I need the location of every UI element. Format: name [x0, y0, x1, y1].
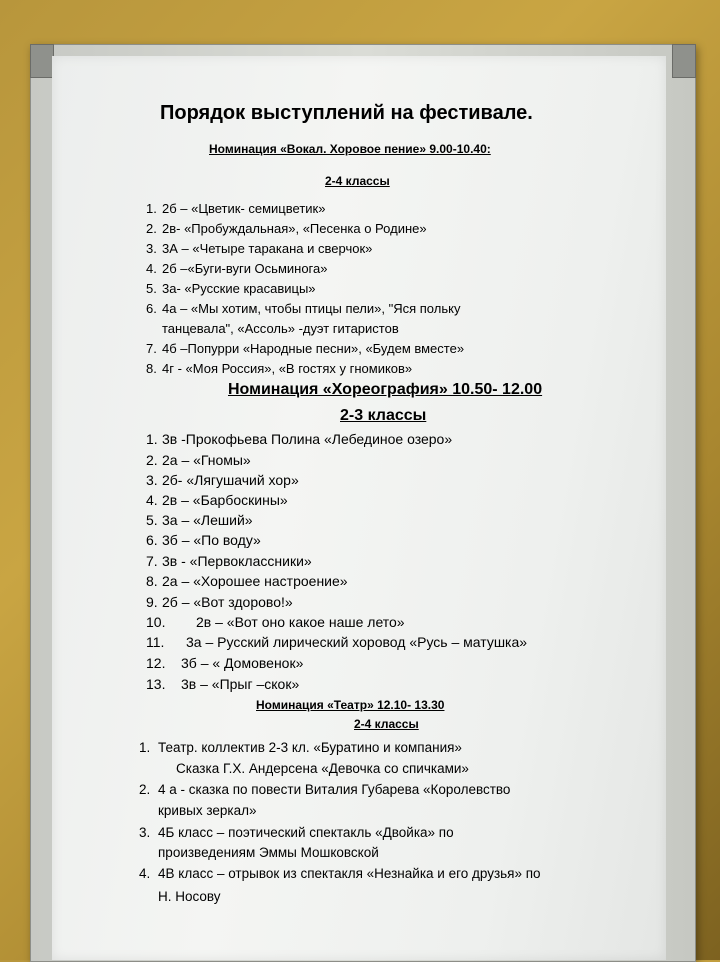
list-item-number: 7. [146, 553, 158, 569]
page-title: Порядок выступлений на фестивале. [160, 102, 533, 124]
list-item-number: 12. [146, 655, 166, 671]
list-item-number: 8. [146, 573, 158, 589]
list-item-text: 3А – «Четыре таракана и сверчок» [162, 241, 373, 256]
list-item-text: 3в - «Первоклассники» [162, 553, 312, 569]
list-item-number: 7. [146, 341, 157, 356]
list-item-number: 3. [139, 825, 151, 840]
section3-classes: 2-4 классы [354, 717, 419, 731]
list-item-text: 2в – «Вот оно какое наше лето» [196, 614, 405, 630]
list-item-text: 2в – «Барбоскины» [162, 492, 288, 508]
list-item-number: 1. [146, 431, 158, 447]
list-item-number: 1. [139, 740, 151, 755]
list-item-number: 3. [146, 472, 158, 488]
list-item-number: 4. [146, 492, 158, 508]
list-item-number: 9. [146, 594, 158, 610]
list-item-text: 3а- «Русские красавицы» [162, 281, 316, 296]
section2-nomination: Номинация «Хореография» 10.50- 12.00 [228, 381, 543, 398]
list-item-text: 2б – «Вот здорово!» [162, 594, 293, 610]
list-item-text: 2б- «Лягушачий хор» [162, 472, 299, 488]
sleeve-clip-left [30, 44, 54, 78]
list-item-text: 2а – «Хорошее настроение» [162, 573, 348, 589]
list-item-text: танцевала", «Ассоль» -дуэт гитаристов [162, 321, 399, 336]
list-item-number: 6. [146, 532, 158, 548]
list-item-number: 4. [146, 261, 157, 276]
list-item-text: 3в – «Прыг –скок» [181, 676, 300, 692]
list-item-text: 4Б класс – поэтический спектакль «Двойка» по [158, 825, 454, 840]
section3-nomination: Номинация «Театр» 12.10- 13.30 [256, 698, 445, 712]
section1-nomination: Номинация «Вокал. Хоровое пение» 9.00-10.40: [209, 142, 491, 156]
list-item-text: 4В класс – отрывок из спектакля «Незнайка и его друзья» по [158, 866, 541, 881]
list-item-text: 2в- «Пробуждальная», «Песенка о Родине» [162, 221, 427, 236]
section1-classes: 2-4 классы [325, 174, 390, 188]
list-item-text: 4б –Попурри «Народные песни», «Будем вместе» [162, 341, 465, 356]
list-item-text: 4 а - сказка по повести Виталия Губарева «Королевство [158, 782, 511, 797]
list-item-text: 3б – «По воду» [162, 532, 261, 548]
list-item-number: 8. [146, 361, 157, 376]
list-item-text: 3а – «Леший» [162, 512, 253, 528]
list-item-text: 3в -Прокофьева Полина «Лебединое озеро» [162, 431, 453, 447]
list-item-number: 10. [146, 614, 166, 630]
list-item-text: произведениям Эммы Мошковской [158, 845, 379, 860]
list-item-text: 4г - «Моя Россия», «В гостях у гномиков» [162, 361, 413, 376]
list-item-number: 1. [146, 201, 157, 216]
list-item-number: 4. [139, 866, 151, 881]
list-item-text: Н. Носову [158, 889, 221, 904]
list-item-number: 5. [146, 512, 158, 528]
list-item-number: 13. [146, 676, 166, 692]
section2-classes: 2-3 классы [340, 407, 427, 424]
list-item-number: 2. [139, 782, 151, 797]
list-item-text: кривых зеркал» [158, 803, 257, 818]
sleeve-clip-right [672, 44, 696, 78]
list-item-text: 2б – «Цветик- семицветик» [162, 201, 326, 216]
list-item-text: Театр. коллектив 2-3 кл. «Буратино и компания» [158, 740, 462, 755]
list-item-text: Сказка Г.Х. Андерсена «Девочка со спичками» [176, 761, 469, 776]
list-item-number: 6. [146, 301, 157, 316]
list-item-number: 2. [146, 221, 157, 236]
list-item-number: 5. [146, 281, 157, 296]
list-item-text: 3а – Русский лирический хоровод «Русь – матушка» [186, 634, 528, 650]
list-item-number: 2. [146, 452, 158, 468]
list-item-number: 11. [146, 634, 165, 650]
list-item-text: 4а – «Мы хотим, чтобы птицы пели», "Яся польку [162, 301, 461, 316]
list-item-number: 3. [146, 241, 157, 256]
list-item-text: 2б –«Буги-вуги Осьминога» [162, 261, 328, 276]
list-item-text: 2а – «Гномы» [162, 452, 251, 468]
list-item-text: 3б – « Домовенок» [181, 655, 304, 671]
